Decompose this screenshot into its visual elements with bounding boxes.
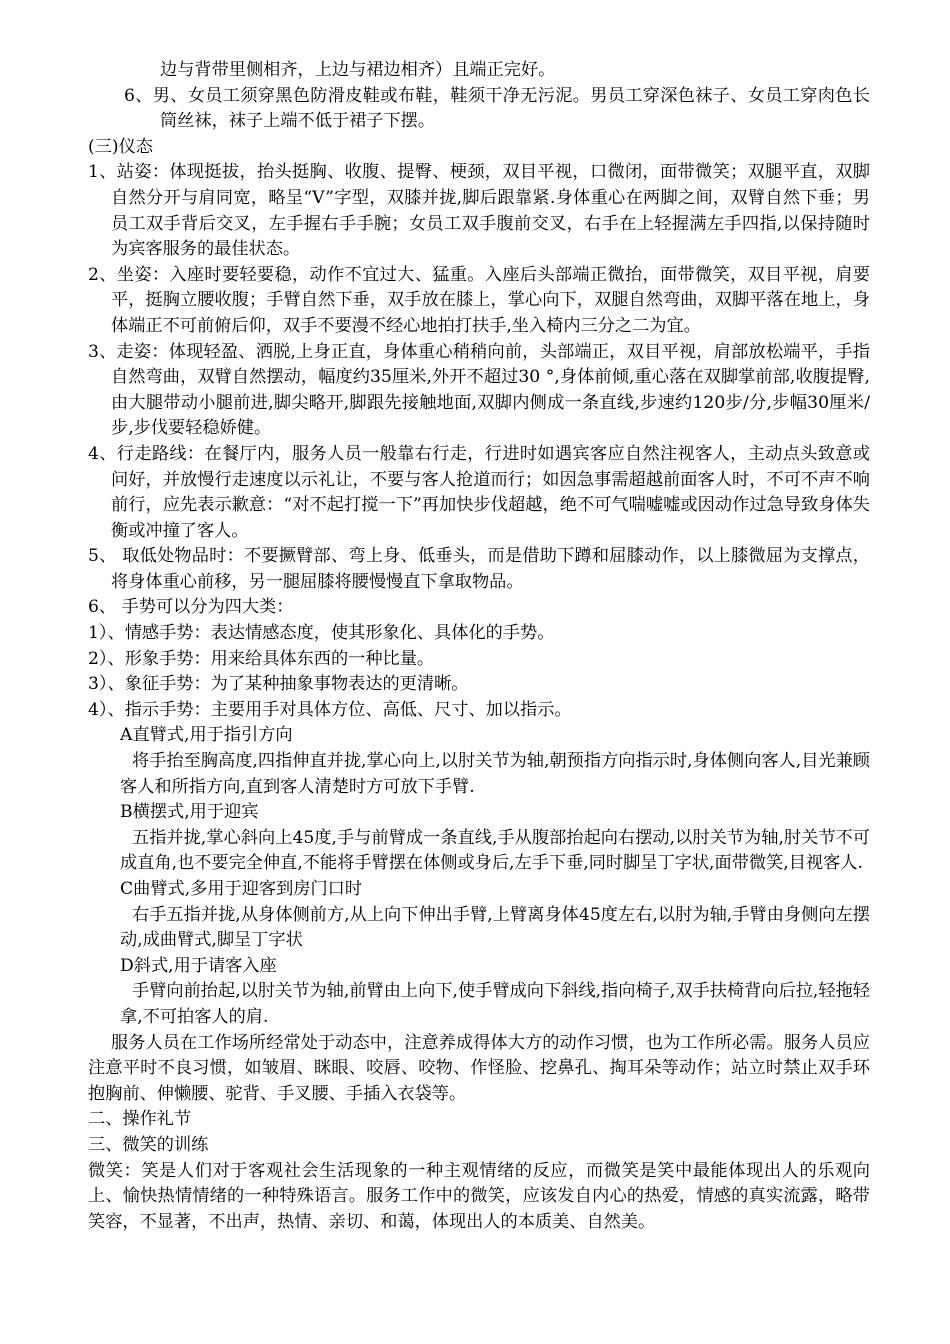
paragraph-gesture-types: 6、 手势可以分为四大类： bbox=[88, 597, 294, 618]
section-heading-operation-etiquette: 二、操作礼节 bbox=[88, 1109, 192, 1130]
paragraph-walking: 3、走姿：体现轻盈、洒脱,上身正直，身体重心稍稍向前，头部端正，双目平视，肩部放松端平，手指自然弯曲，双臂自然摆动，幅度约35厘米,外开不超过30 °,身体前倾,重心落在双脚掌前部,收腹提臀,由大腿带动小腿前进,脚尖略开,脚跟先接触地面,双脚内侧成一条直线,步速约120步/分,步幅30厘米/步,步伐要轻稳娇健。 bbox=[88, 341, 870, 439]
list-item-pointing-gesture: 4）、指示手势：主要用手对具体方位、高低、尺寸、加以指示。 bbox=[88, 699, 572, 720]
paragraph-uniform-end: 边与背带里侧相齐，上边与裙边相齐）且端正完好。 bbox=[160, 60, 556, 80]
subheading-horizontal-swing: B横摆式,用于迎宾 bbox=[120, 802, 259, 823]
paragraph-smile: 微笑：笑是人们对于客观社会生活现象的一种主观情绪的反应，而微笑是笑中最能体现出人的乐观向上、愉快热情情绪的一种特殊语言。服务工作中的微笑，应该发自内心的热爱，情感的真实流露，略带笑容，不显著，不出声，热情、亲切、和蔼，体现出人的本质美、自然美。 bbox=[88, 1160, 870, 1232]
list-item-image-gesture: 2）、形象手势：用来给具体东西的一种比量。 bbox=[88, 648, 435, 669]
subheading-straight-arm: A直臂式,用于指引方向 bbox=[120, 725, 293, 746]
paragraph-habits: 服务人员在工作场所经常处于动态中，注意养成得体大方的动作习惯，也为工作所必需。服务人员应注意平时不良习惯，如皱眉、眯眼、咬唇、咬物、作怪脸、挖鼻孔、掏耳朵等动作；站立时禁止双手环抱胸前、伸懒腰、驼背、手叉腰、手插入衣袋等。 bbox=[88, 1032, 870, 1104]
paragraph-slanted: 手臂向前抬起,以肘关节为轴,前臂由上向下,使手臂成向下斜线,指向椅子,双手扶椅背向后拉,轻拖轻拿,不可拍客人的肩. bbox=[120, 981, 870, 1027]
paragraph-standing: 1、站姿：体现挺拔，抬头挺胸、收腹、提臀、梗颈，双目平视，口微闭，面带微笑；双腿平直，双脚自然分开与肩同宽，略呈“V”字型，双膝并拢,脚后跟靠紧.身体重心在两脚之间，双臂自然下垂；男员工双手背后交叉，左手握右手手腕；女员工双手腹前交叉，右手在上轻握满左手四指,以保持随时为宾客服务的最佳状态。 bbox=[88, 162, 870, 260]
paragraph-picking-up: 5、 取低处物品时：不要撅臂部、弯上身、低垂头，而是借助下蹲和屈膝动作，以上膝微屈为支撑点，将身体重心前移，另一腿屈膝将腰慢慢直下拿取物品。 bbox=[88, 546, 870, 592]
list-item-emotional-gesture: 1）、情感手势：表达情感态度，使其形象化、具体化的手势。 bbox=[88, 623, 555, 644]
list-item-symbolic-gesture: 3）、象征手势：为了某种抽象事物表达的更清晰。 bbox=[88, 674, 469, 695]
paragraph-horizontal-swing: 五指并拢,掌心斜向上45度,手与前臂成一条直线,手从腹部抬起向右摆动,以肘关节为轴,肘关节不可成直角,也不要完全伸直,不能将手臂摆在体侧或身后,左手下垂,同时脚呈丁字状,面带微笑,目视客人. bbox=[120, 827, 870, 874]
section-heading-smile-training: 三、微笑的训练 bbox=[88, 1134, 209, 1155]
paragraph-walking-route: 4、行走路线：在餐厅内，服务人员一般靠右行走，行进时如遇宾客应自然注视客人，主动点头致意或问好，并放慢行走速度以示礼让，不要与客人抢道而行；如因急事需超越前面客人时，不可不声不响前行，应先表示歉意：“对不起打搅一下”再加快步伐超越，绝不可气喘嘘嘘或因动作过急导致身体失衡或冲撞了客人。 bbox=[88, 443, 870, 541]
paragraph-straight-arm: 将手抬至胸高度,四指伸直并拢,掌心向上,以肘关节为轴,朝预指方向指示时,身体侧向客人,目光兼顾客人和所指方向,直到客人清楚时方可放下手臂. bbox=[120, 751, 870, 797]
paragraph-sitting: 2、坐姿：入座时要轻要稳，动作不宜过大、猛重。入座后头部端正微抬，面带微笑，双目平视，肩要平，挺胸立腰收腹；手臂自然下垂，双手放在膝上，掌心向下，双腿自然弯曲，双脚平落在地上，身体端正不可前俯后仰，双手不要漫不经心地拍打扶手,坐入椅内三分之二为宜。 bbox=[88, 264, 870, 336]
subheading-slanted: D斜式,用于请客入座 bbox=[120, 955, 277, 976]
section-heading-posture: (三)仪态 bbox=[88, 136, 153, 157]
subheading-bent-arm: C曲臂式,多用于迎客到房门口时 bbox=[120, 879, 363, 899]
paragraph-shoes-rule: 6、男、女员工须穿黑色防滑皮鞋或布鞋，鞋须干净无污泥。男员工穿深色袜子、女员工穿肉色长筒丝袜，袜子上端不低于裙子下摆。 bbox=[124, 85, 870, 132]
paragraph-bent-arm: 右手五指并拢,从身体侧前方,从上向下伸出手臂,上臂离身体45度左右,以肘为轴,手臂由身侧向左摆动,成曲臂式,脚呈丁字状 bbox=[120, 904, 870, 951]
